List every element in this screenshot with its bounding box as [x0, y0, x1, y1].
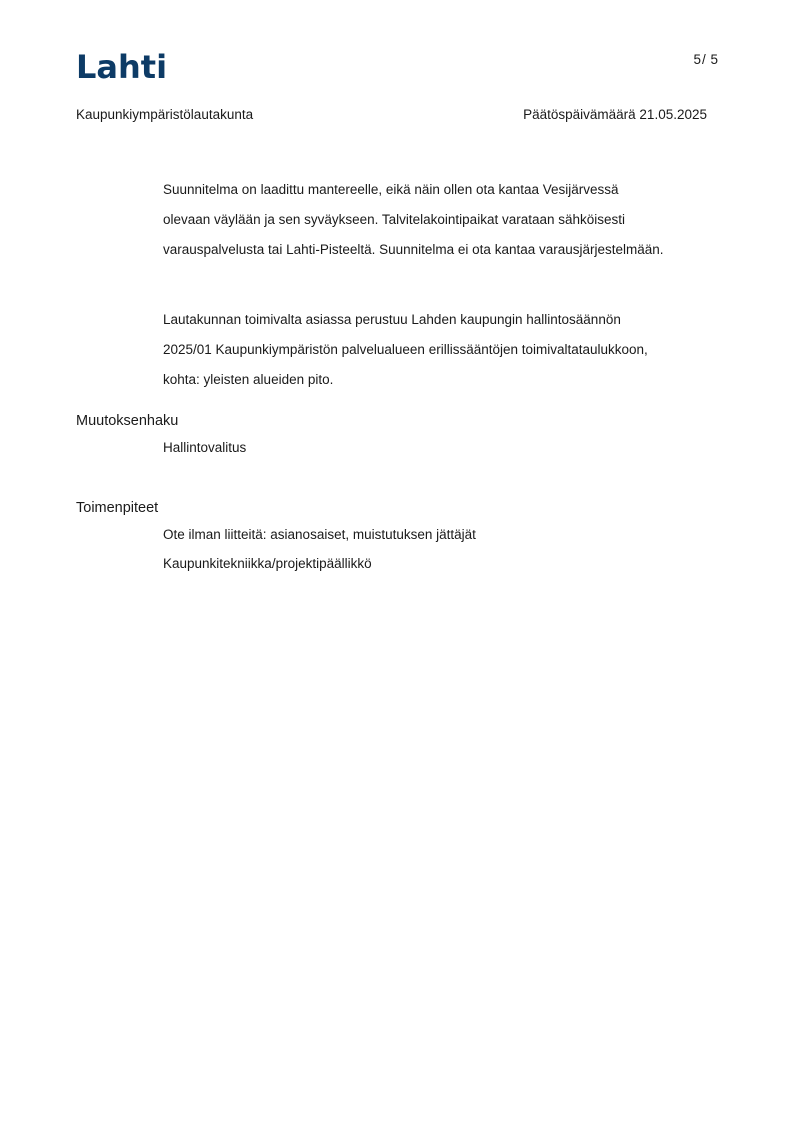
page-current: 5: [693, 52, 701, 67]
paragraph-line: varauspalvelusta tai Lahti-Pisteeltä. Suunnitelma ei ota kantaa varausjärjestelmään.: [163, 242, 664, 257]
committee-name: Kaupunkiympäristölautakunta: [76, 107, 254, 122]
actions-line: Ote ilman liitteitä: asianosaiset, muistutuksen jättäjät: [163, 527, 476, 542]
paragraph-line: kohta: yleisten alueiden pito.: [163, 372, 334, 387]
page-number: [693, 52, 718, 67]
document-header: [76, 107, 707, 122]
actions-line: Kaupunkitekniikka/projektipäällikkö: [163, 556, 372, 571]
svg-text:Lahti: Lahti: [76, 48, 168, 83]
lahti-logo: [76, 47, 168, 83]
paragraph-line: Lautakunnan toimivalta asiassa perustuu Lahden kaupungin hallintosäännön: [163, 312, 621, 327]
paragraph-line: 2025/01 Kaupunkiympäristön palvelualueen erillissääntöjen toimivaltataulukkoon,: [163, 342, 648, 357]
decision-date: Päätöspäivämäärä 21.05.2025: [523, 107, 707, 122]
paragraph-line: Suunnitelma on laadittu mantereelle, eikä näin ollen ota kantaa Vesijärvessä: [163, 182, 619, 197]
appeal-value: Hallintovalitus: [163, 440, 247, 455]
page-total: 5: [710, 52, 718, 67]
actions-heading: Toimenpiteet: [76, 500, 159, 516]
body-paragraph-2: [163, 305, 733, 395]
appeal-heading: Muutoksenhaku: [76, 413, 179, 429]
body-paragraph-1: [163, 175, 733, 265]
paragraph-line: olevaan väylään ja sen syväykseen. Talvitelakointipaikat varataan sähköisesti: [163, 212, 626, 227]
page-separator: /: [701, 52, 706, 67]
